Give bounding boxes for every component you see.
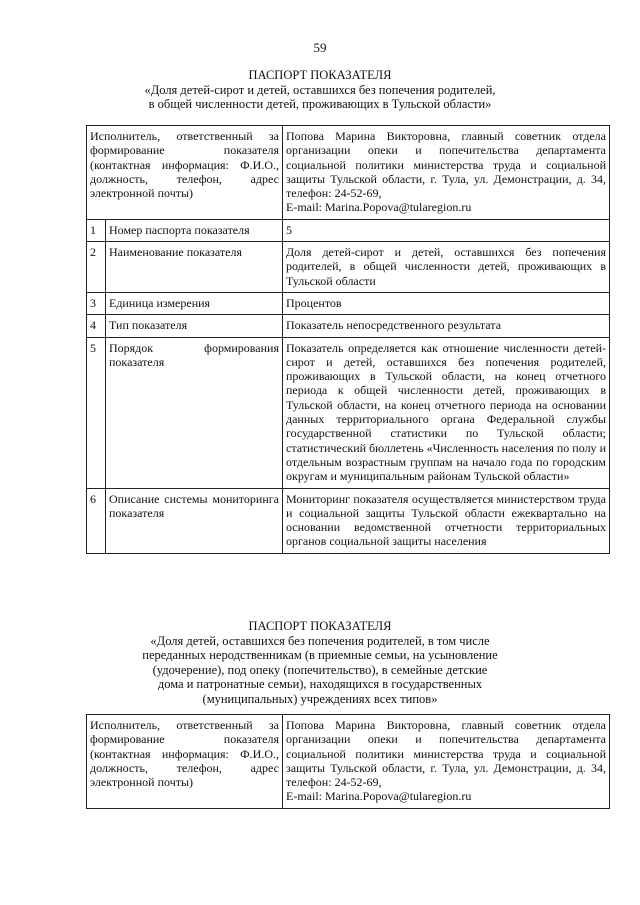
passport-subtitle: «Доля детей, оставшихся без попечения родителей, в том числе переданных неродственникам (в приемные семьи, на усыновление (удочерение), под опеку (попечительство), в семейные детские дома и патронатные семьи), находящихся в государственных (муниципальных) учреждениях всех типов» bbox=[142, 633, 498, 706]
passport-heading: ПАСПОРТ ПОКАЗАТЕЛЯ bbox=[248, 68, 392, 82]
table-row bbox=[87, 488, 610, 553]
row-value: Мониторинг показателя осуществляется министерством труда и социальной защиты Тульской области ежеквартально на основании ведомственной отчетности территориальных органов социальной защиты населения bbox=[283, 488, 610, 553]
row-value: Доля детей-сирот и детей, оставшихся без попечения родителей, в общей численности детей, проживающих в Тульской области bbox=[283, 242, 610, 293]
row-number: 2 bbox=[87, 242, 106, 293]
passport-title bbox=[0, 68, 640, 112]
table-row bbox=[87, 242, 610, 293]
row-label: Наименование показателя bbox=[106, 242, 283, 293]
row-number: 5 bbox=[87, 337, 106, 488]
executor-row bbox=[87, 126, 610, 220]
table-row bbox=[87, 292, 610, 314]
table-row bbox=[87, 219, 610, 241]
passport-heading: ПАСПОРТ ПОКАЗАТЕЛЯ bbox=[248, 619, 392, 633]
passport-table bbox=[86, 125, 610, 554]
row-label: Единица измерения bbox=[106, 292, 283, 314]
table-row bbox=[87, 315, 610, 337]
executor-email: E-mail: Marina.Popova@tularegion.ru bbox=[286, 789, 472, 804]
executor-label: Исполнитель, ответственный за формирование показателя (контактная информация: Ф.И.О., должность, телефон, адрес электронной почты) bbox=[87, 715, 283, 809]
row-number: 4 bbox=[87, 315, 106, 337]
row-number: 6 bbox=[87, 488, 106, 553]
row-label: Описание системы мониторинга показателя bbox=[106, 488, 283, 553]
table-row bbox=[87, 337, 610, 488]
passport-title bbox=[0, 619, 640, 706]
executor-email: E-mail: Marina.Popova@tularegion.ru bbox=[286, 200, 472, 215]
page-number: 59 bbox=[313, 40, 327, 55]
row-value: Показатель непосредственного результата bbox=[283, 315, 610, 337]
row-label: Тип показателя bbox=[106, 315, 283, 337]
row-label: Порядок формирования показателя bbox=[106, 337, 283, 488]
row-value: Процентов bbox=[283, 292, 610, 314]
executor-row bbox=[87, 715, 610, 809]
executor-value: Попова Марина Викторовна, главный советник отдела организации опеки и попечительства департамента социальной политики министерства труда и социальной защиты Тульской области, г. Тула, ул. Демонстрации, д. 34, телефон: 24-52-69, E-mail: Marina.Popova@tularegion.ru bbox=[283, 126, 610, 220]
row-label: Номер паспорта показателя bbox=[106, 219, 283, 241]
executor-value: Попова Марина Викторовна, главный советник отдела организации опеки и попечительства департамента социальной политики министерства труда и социальной защиты Тульской области, г. Тула, ул. Демонстрации, д. 34, телефон: 24-52-69, E-mail: Marina.Popova@tularegion.ru bbox=[283, 715, 610, 809]
row-value: 5 bbox=[283, 219, 610, 241]
passport-subtitle: «Доля детей-сирот и детей, оставшихся без попечения родителей, в общей численности детей, проживающих в Тульской области» bbox=[144, 82, 496, 111]
row-number: 1 bbox=[87, 219, 106, 241]
row-number: 3 bbox=[87, 292, 106, 314]
passport-table bbox=[86, 714, 610, 809]
row-value: Показатель определяется как отношение численности детей-сирот и детей, оставшихся без попечения родителей, проживающих в Тульской области, на конец отчетного периода к общей численности детей, проживающих в Тульской области, на конец отчетного периода на основании данных территориального органа Федеральной службы государственной статистики по Тульской области; статистический бюллетень «Численность населения по полу и отдельным возрастным группам на начало года по городским округам и муниципальным районам Тульской области» bbox=[283, 337, 610, 488]
executor-label: Исполнитель, ответственный за формирование показателя (контактная информация: Ф.И.О., должность, телефон, адрес электронной почты) bbox=[87, 126, 283, 220]
